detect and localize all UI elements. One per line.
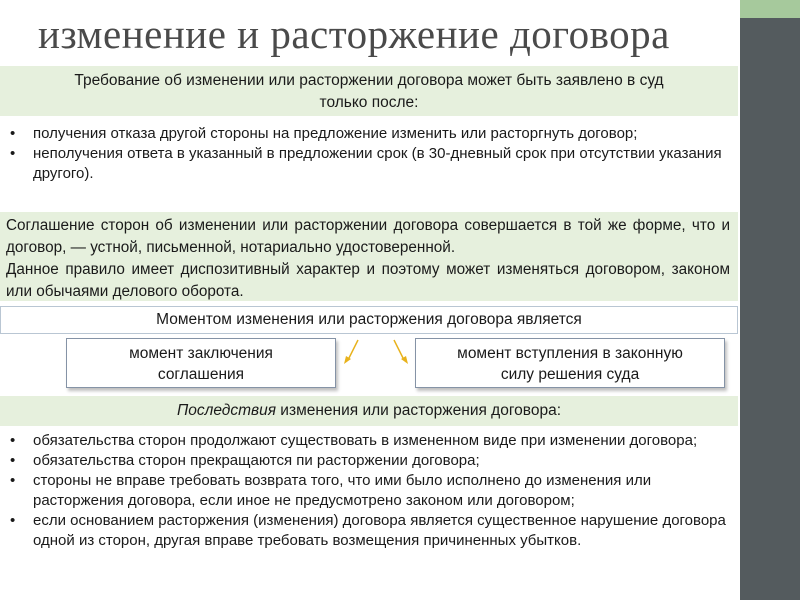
arrow-right	[394, 340, 404, 360]
consequences-label-rest: изменения или расторжения договора:	[276, 402, 562, 419]
option-line: момент заключения	[129, 345, 273, 362]
arrow-left	[348, 340, 358, 360]
list-item: • неполучения ответа в указанный в предложении срок (в 30-дневный срок при отсутствии указания другого).	[0, 144, 735, 184]
requirement-list	[0, 124, 735, 184]
list-item: • стороны не вправе требовать возврата того, что ими было исполнено до изменения или расторжения договора, если иное не предусмотрено законом или договором;	[0, 471, 735, 511]
sidebar-decoration	[740, 0, 800, 600]
arrows-diagram	[338, 336, 418, 376]
list-item: • если основанием расторжения (изменения) договора является существенное нарушение договора одной из сторон, другая вправе требовать возмещения причиненных убытков.	[0, 511, 735, 551]
list-item: • обязательства сторон прекращаются пи расторжении договора;	[0, 451, 735, 471]
page-title: изменение и расторжение договора	[38, 11, 670, 57]
moment-header: Моментом изменения или расторжения договора является	[0, 306, 738, 334]
agreement-paragraph-1: Соглашение сторон об изменении или расторжении договора совершается в той же форме, что и договор, — устной, письменной, нотариально удостоверенной.	[6, 217, 730, 256]
option-line: момент вступления в законную	[457, 345, 683, 362]
moment-option-agreement	[66, 338, 336, 388]
moment-option-court	[415, 338, 725, 388]
list-item: • получения отказа другой стороны на предложение изменить или расторгнуть договор;	[0, 124, 735, 144]
agreement-paragraph-2: Данное правило имеет диспозитивный характер и поэтому может изменяться договором, законом или обычаями делового оборота.	[6, 261, 730, 300]
requirement-box	[0, 66, 738, 116]
option-line: силу решения суда	[500, 366, 640, 383]
agreement-box	[0, 212, 738, 301]
consequences-label-italic: Последствия	[176, 402, 276, 419]
requirement-line-2: только после:	[319, 94, 419, 111]
option-line: соглашения	[157, 366, 245, 383]
requirement-line-1: Требование об изменении или расторжении договора может быть заявлено в суд	[74, 72, 664, 89]
consequences-list	[0, 431, 735, 551]
consequences-box	[0, 396, 738, 426]
list-item: • обязательства сторон продолжают существовать в измененном виде при изменении договора;	[0, 431, 735, 451]
sidebar-accent-band	[740, 0, 800, 18]
